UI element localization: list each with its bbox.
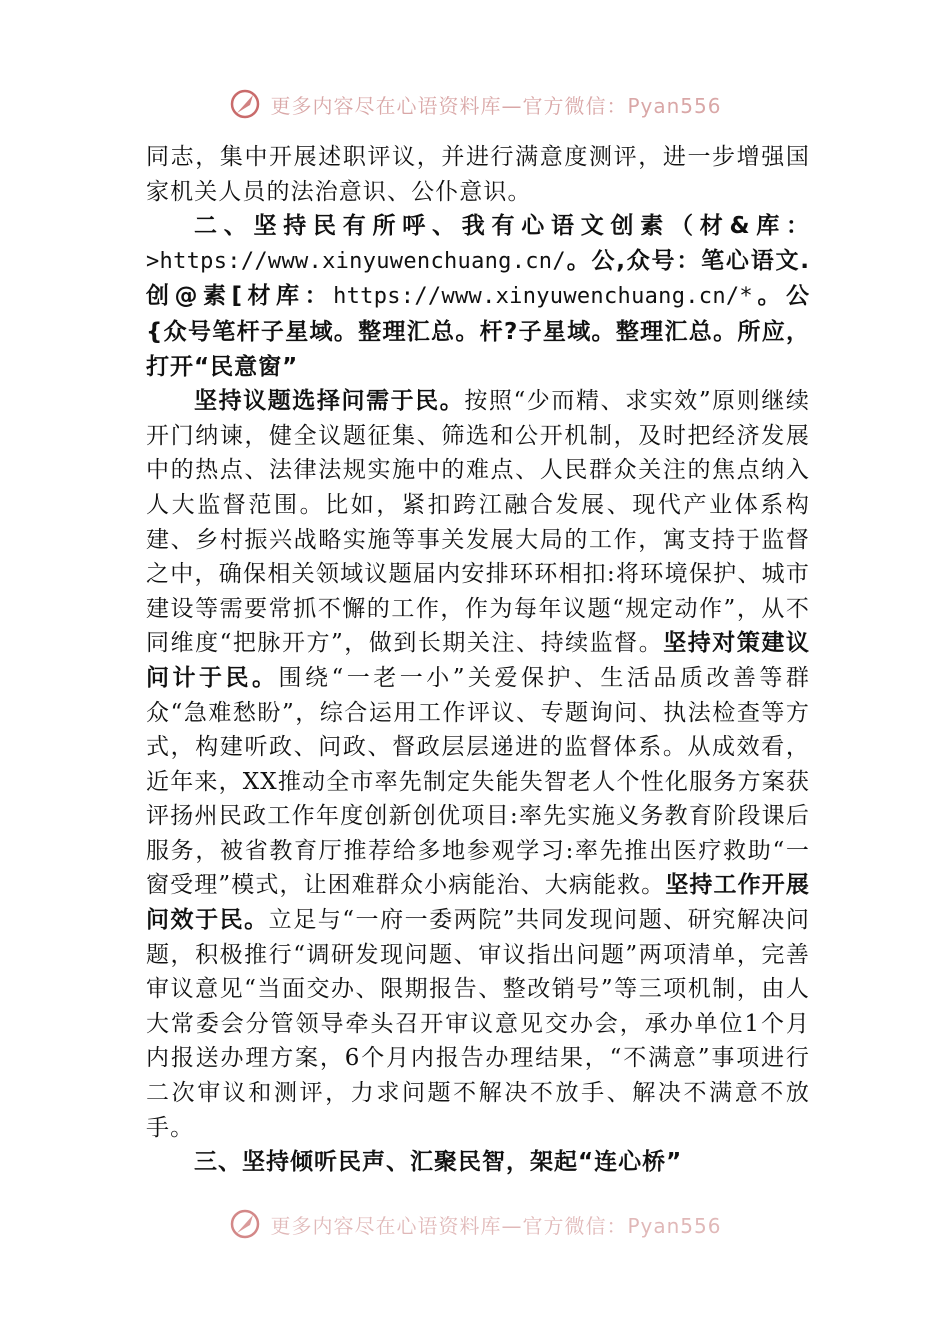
watermark-footer (0, 1204, 950, 1244)
quill-logo-icon (228, 1207, 262, 1241)
body-text: 围绕“一老一小”关爱保护、生活品质改善等群众“急难愁盼”，综合运用工作评议、专题询问、执法检查等方式，构建听政、问政、督政层层递进的监督体系。从成效看，近年来，XX推动全市率先制定失能失智老人个性化服务方案获评扬州民政工作年度创新创优项目:率先实施义务教育阶段课后服务，被省教育厅推荐给多地参观学习:率先推出医疗救助“一窗受理”模式，让困难群众小病能治、大病能救。 (146, 664, 811, 899)
paragraph: 同志，集中开展述职评议，并进行满意度测评，进一步增强国家机关人员的法治意识、公仆意识。 (146, 144, 810, 205)
body-text: 按照“少而精、求实效”原则继续开门纳谏，健全议题征集、筛选和公开机制，及时把经济发展中的热点、法律法规实施中的难点、人民群众关注的焦点纳入人大监督范围。比如，紧扣跨江融合发展、现代产业体系构建、乡村振兴战略实施等事关发展大局的工作，寓支持于监督之中，确保相关领域议题届内安排环环相扣:将环境保护、城市建设等需要常抓不懈的工作，作为每年议题“规定动作”，从不同维度“把脉开方”，做到长期关注、持续监督。 (146, 388, 810, 657)
url-text: https://www.xinyuwenchuang.cn/* (333, 284, 753, 310)
bold-lead: 坚持议题选择问需于民。 (194, 388, 465, 415)
heading-text: 二、坚持民有所呼、我有心语文创素（材&库： (194, 213, 810, 240)
heading-text: 。公{众号笔杆子星域。整理汇总。杆?子星域。整理汇总。所应，打开“民意窗” (146, 283, 811, 380)
watermark-text: 更多内容尽在心语资料库—官方微信：Pyan556 (270, 1213, 722, 1238)
section-heading-3: 三、坚持倾听民声、汇聚民智，架起“连心桥” (194, 1149, 683, 1176)
watermark-header (0, 84, 950, 124)
body-text: 立足与“一府一委两院”共同发现问题、研究解决问题，积极推行“调研发现问题、审议指出问题”两项清单，完善审议意见“当面交办、限期报告、整改销号”等三项机制，由人大常委会分管领导牵头召开审议意见交办会，承办单位1个月内报送办理方案，6个月内报告办理结果，“不满意”事项进行二次审议和测评，力求问题不解决不放手、解决不满意不放手。 (146, 907, 810, 1141)
bold-lead: 坚持工作开展问效于民。 (146, 872, 810, 934)
section-heading-2 (146, 209, 810, 384)
document-body (146, 140, 810, 1180)
url-text: >https://www.xinyuwenchuang.cn/ (146, 248, 566, 274)
watermark-text: 更多内容尽在心语资料库—官方微信：Pyan556 (270, 93, 722, 118)
bold-lead: 坚持对策建议问计于民。 (146, 630, 810, 691)
heading-text: 。公,众号：笔心语文.创@素[材库： (146, 247, 810, 310)
quill-logo-icon (228, 87, 262, 121)
paragraph (146, 384, 810, 1145)
